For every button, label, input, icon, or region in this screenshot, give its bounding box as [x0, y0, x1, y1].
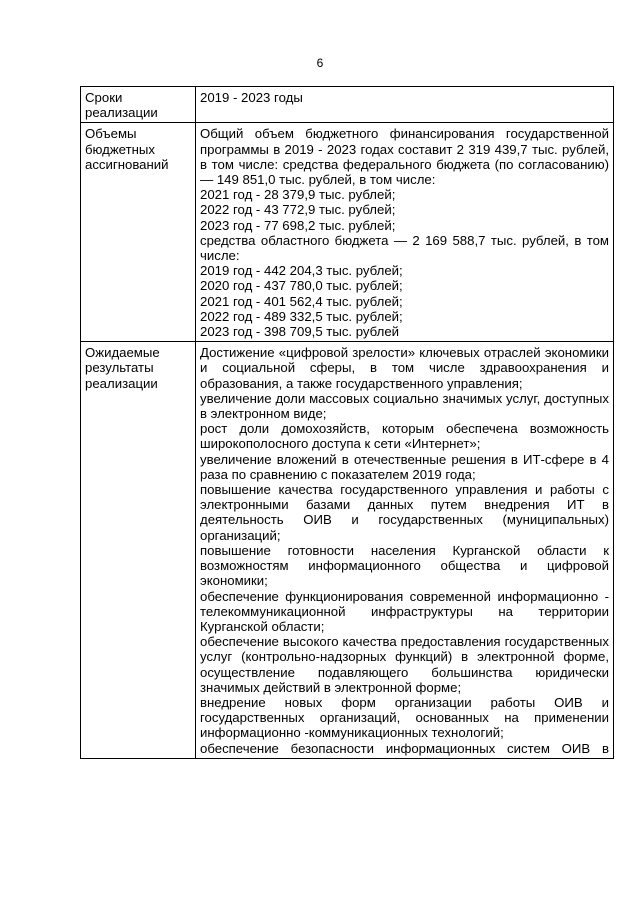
- row-value-terms: [196, 87, 614, 123]
- table-row-results: [81, 342, 614, 758]
- value-line: 2023 год - 77 698,2 тыс. рублей;: [200, 217, 396, 233]
- table-row-terms: [81, 87, 614, 123]
- value-line: обеспечение высокого качества предоставления государственных услуг (контрольно-надзорных функций) в электронной форме, осуществление подавляющего большинства юридически значимых действий в электронной форме;: [200, 634, 609, 695]
- value-line: рост доли домохозяйств, которым обеспечена возможность широкополосного доступа к сети «Интернет»;: [200, 421, 609, 452]
- row-value-results: [196, 342, 614, 758]
- value-line: 2019 год - 442 204,3 тыс. рублей;: [200, 263, 403, 279]
- value-line: 2021 год - 401 562,4 тыс. рублей;: [200, 293, 403, 309]
- value-line: Общий объем бюджетного финансирования государственной программы в 2019 - 2023 годах составит 2 319 439,7 тыс. рублей, в том числе: средства федерального бюджета (по согласованию) — 149 851,0 тыс. рублей, в том числе:: [200, 126, 609, 188]
- row-value-budget: [196, 123, 614, 342]
- row-label-results: Ожидаемые результаты реализации: [81, 342, 196, 758]
- value-line: 2022 год - 43 772,9 тыс. рублей;: [200, 202, 396, 218]
- value-line: увеличение доли массовых социально значимых услуг, доступных в электронном виде;: [200, 390, 609, 422]
- value-line: Достижение «цифровой зрелости» ключевых отраслей экономики и социальной сферы, в том числе здравоохранения и образования, а также государственного управления;: [200, 345, 609, 391]
- value-line: повышение готовности населения Курганской области к возможностям информационного общества и цифровой экономики;: [200, 542, 609, 589]
- row-label-budget: Объемы бюджетных ассигнований: [81, 123, 196, 342]
- page-number: 6: [316, 56, 324, 70]
- table-row-budget: [81, 123, 614, 342]
- value-line: 2023 год - 398 709,5 тыс. рублей: [200, 324, 400, 340]
- value-line: 2019 - 2023 годы: [200, 90, 303, 105]
- value-line: увеличение вложений в отечественные решения в ИТ-сфере в 4 раза по сравнению с показателем 2019 года;: [200, 451, 609, 482]
- value-line: обеспечение функционирования современной информационно - телекоммуникационной инфраструктуры на территории Курганской области;: [200, 588, 609, 634]
- value-line: повышение качества государственного управления и работы с электронными базами данных путем внедрения ИТ в деятельность ОИВ и государственных (муниципальных) организаций;: [200, 482, 609, 543]
- value-line: 2022 год - 489 332,5 тыс. рублей;: [200, 308, 403, 324]
- program-passport-table: [80, 86, 614, 759]
- value-line: 2021 год - 28 379,9 тыс. рублей;: [200, 187, 396, 203]
- value-line: средства областного бюджета — 2 169 588,7 тыс. рублей, в том числе:: [200, 232, 609, 264]
- row-label-terms: Сроки реализации: [81, 87, 196, 123]
- value-line: внедрение новых форм организации работы ОИВ и государственных организаций, основанных на применении информационно -коммуникационных технологий;: [200, 694, 609, 741]
- value-line: обеспечение безопасности информационных систем ОИВ в: [200, 740, 609, 756]
- value-line: 2020 год - 437 780,0 тыс. рублей;: [200, 278, 403, 294]
